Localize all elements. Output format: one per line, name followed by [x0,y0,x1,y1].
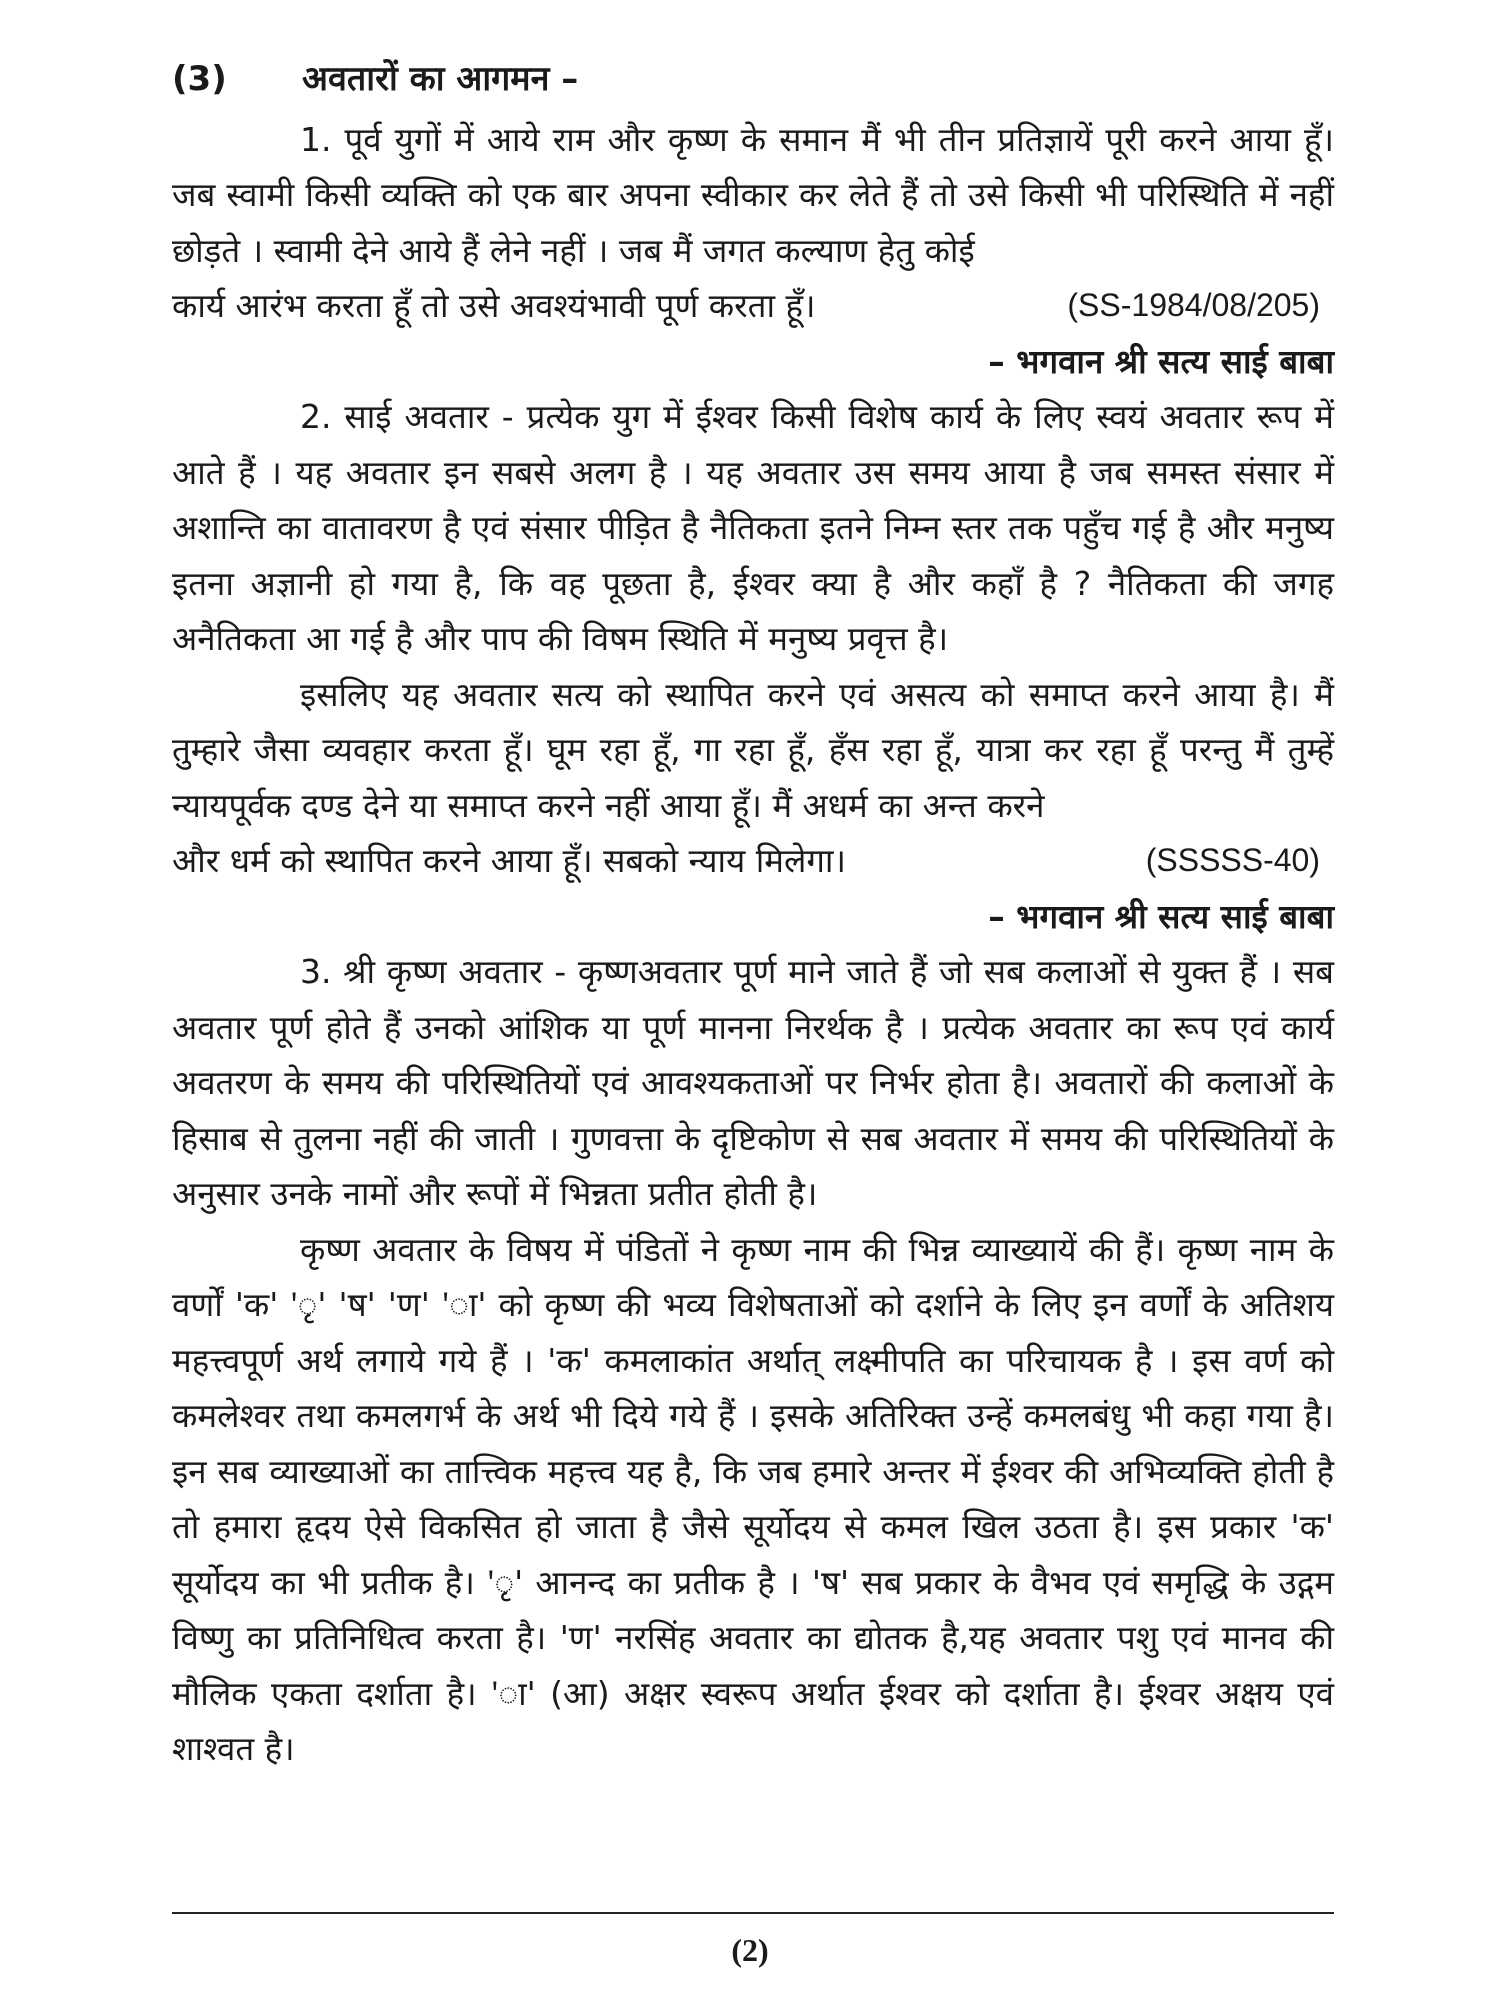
paragraph-5: कृष्ण अवतार के विषय में पंडितों ने कृष्ण नाम की भिन्न व्याख्यायें की हैं। कृष्ण नाम के वर्णों 'क' 'ृ' 'ष' 'ण' 'ा' को कृष्ण की भव्य विशेषताओं को दर्शाने के लिए इन वर्णों के अतिशय महत्त्वपूर्ण अर्थ लगाये गये हैं । 'क' कमलाकांत अर्थात् लक्ष्मीपति का परिचायक है । इस वर्ण को कमलेश्वर तथा कमलगर्भ के अर्थ भी दिये गये हैं । इसके अतिरिक्त उन्हें कमलबंधु भी कहा गया है। इन सब व्याख्याओं का तात्त्विक महत्त्व यह है, कि जब हमारे अन्तर में ईश्वर की अभिव्यक्ति होती है तो हमारा हृदय ऐसे विकसित हो जाता है जैसे सूर्योदय से कमल खिल उठता है। इस प्रकार 'क' सूर्योदय का भी प्रतीक है। 'ृ' आनन्द का प्रतीक है । 'ष' सब प्रकार के वैभव एवं समृद्धि के उद्गम विष्णु का प्रतिनिधित्व करता है। 'ण' नरसिंह अवतार का द्योतक है,यह अवतार पशु एवं मानव की मौलिक एकता दर्शाता है। 'ा' (आ) अक्षर स्वरूप अर्थात ईश्वर को दर्शाता है। ईश्वर अक्षय एवं शाश्वत है। [172,1229,1334,1768]
section-title: अवतारों का आगमन – [302,59,579,99]
paragraph-4: 3. श्री कृष्ण अवतार - कृष्णअवतार पूर्ण माने जाते हैं जो सब कलाओं से युक्त हैं । सब अवतार पूर्ण होते हैं उनको आंशिक या पूर्ण मानना निरर्थक है । प्रत्येक अवतार का रूप एवं कार्य अवतरण के समय की परिस्थितियों एवं आवश्यकताओं पर निर्भर होता है। अवतारों की कलाओं के हिसाब से तुलना नहीं की जाती । गुणवत्ता के दृष्टिकोण से सब अवतार में समय की परिस्थितियों के अनुसार उनके नामों और रूपों में भिन्नता प्रतीत होती है। [172,952,1334,1213]
attribution-2: – भगवान श्री सत्य साई बाबा [988,896,1334,936]
footer-rule [172,1912,1334,1914]
section-heading [172,52,1334,108]
paragraph-1: 1. पूर्व युगों में आये राम और कृष्ण के समान मैं भी तीन प्रतिज्ञायें पूरी करने आया हूँ। जब स्वामी किसी व्यक्ति को एक बार अपना स्वीकार कर लेते हैं तो उसे किसी भी परिस्थिति में नहीं छोड़ते । स्वामी देने आये हैं लेने नहीं । जब मैं जगत कल्याण हेतु कोई [172,119,1334,270]
paragraph-2: 2. साई अवतार - प्रत्येक युग में ईश्वर किसी विशेष कार्य के लिए स्वयं अवतार रूप में आते हैं । यह अवतार इन सबसे अलग है । यह अवतार उस समय आया है जब समस्त संसार में अशान्ति का वातावरण है एवं संसार पीड़ित है नैतिकता इतने निम्न स्तर तक पहुँच गई है और मनुष्य इतना अज्ञानी हो गया है, कि वह पूछता है, ईश्वर क्या है और कहाँ है ? नैतिकता की जगह अनैतिकता आ गई है और पाप की विषम स्थिति में मनुष्य प्रवृत्त है। [172,397,1334,658]
reference-1: (SS-1984/08/205) [1067,287,1320,323]
page-content [172,52,1334,1777]
paragraph-1-ending: कार्य आरंभ करता हूँ तो उसे अवश्यंभावी पूर्ण करता हूँ। [172,286,816,325]
page-number: (2) [731,1932,769,1968]
paragraph-3-ending: और धर्म को स्थापित करने आया हूँ। सबको न्याय मिलेगा। [172,841,846,880]
attribution-1: – भगवान श्री सत्य साई बाबा [988,341,1334,381]
section-number: (3) [172,59,227,99]
paragraph-3: इसलिए यह अवतार सत्य को स्थापित करने एवं असत्य को समाप्त करने आया है। मैं तुम्हारे जैसा व्यवहार करता हूँ। घूम रहा हूँ, गा रहा हूँ, हँस रहा हूँ, यात्रा कर रहा हूँ परन्तु मैं तुम्हें न्यायपूर्वक दण्ड देने या समाप्त करने नहीं आया हूँ। मैं अधर्म का अन्त करने [172,674,1334,825]
reference-2: (SSSSS-40) [1145,842,1320,878]
paragraph-1-last-line [172,278,1334,334]
paragraph-3-last-line [172,833,1334,889]
